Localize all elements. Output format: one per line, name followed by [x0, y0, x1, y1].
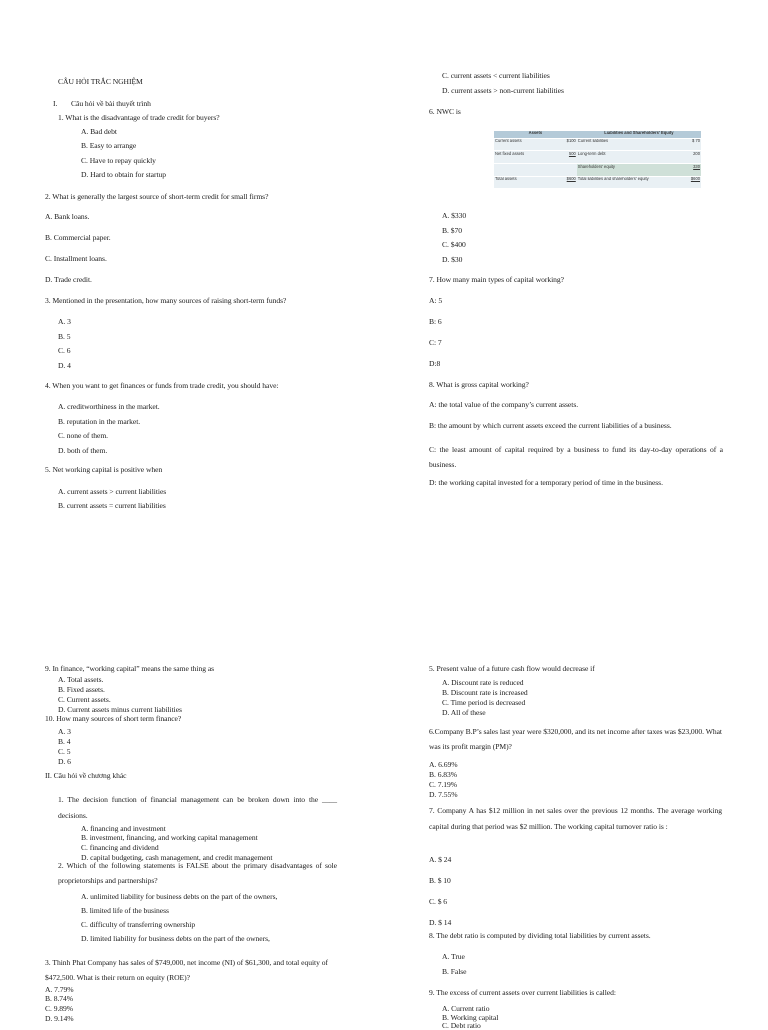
option-9d: D. Current assets minus current liabilities — [58, 705, 182, 714]
question-2: 2. What is generally the largest source of short-term credit for small firms? — [45, 192, 269, 201]
s2-option-9a: A. Current ratio — [442, 1004, 490, 1013]
question-7: 7. How many main types of capital working? — [429, 275, 564, 284]
option-3d: D. 4 — [58, 361, 71, 370]
s2-question-6: 6.Company B.P’s sales last year were $320,000, and its net income after taxes was $23,000. What was its profit margin (PM)? — [429, 727, 722, 751]
option-8c: C: the least amount of capital required by a business to fund its day-to-day operations of a business. — [429, 445, 723, 469]
s2-option-6b: B. 6.83% — [429, 770, 458, 779]
page-title: CÂU HỎI TRẮC NGHIỆM — [58, 77, 143, 86]
bs-cell: $600 — [555, 176, 577, 188]
s2-option-9c: C. Debt ratio — [442, 1021, 481, 1030]
option-10b: B. 4 — [58, 737, 71, 746]
option-7b: B: 6 — [429, 317, 442, 326]
s2-option-6d: D. 7.55% — [429, 790, 458, 799]
s2-option-1c: C. financing and dividend — [81, 843, 159, 852]
s2-option-7d: D. $ 14 — [429, 918, 452, 927]
option-10c: C. 5 — [58, 747, 71, 756]
s2-option-3c: C. 9.89% — [45, 1004, 74, 1013]
option-4c: C. none of them. — [58, 431, 109, 440]
option-7d: D:8 — [429, 359, 441, 368]
bs-cell: 500 — [555, 151, 577, 164]
option-1d: D. Hard to obtain for startup — [81, 170, 167, 179]
s2-option-8b: B. False — [442, 967, 467, 976]
s2-option-1b: B. investment, financing, and working capital management — [81, 833, 258, 842]
s2-option-1a: A. financing and investment — [81, 824, 166, 833]
option-3a: A. 3 — [58, 317, 71, 326]
option-7c: C: 7 — [429, 338, 442, 347]
s2-option-3d: D. 9.14% — [45, 1014, 74, 1023]
s2-option-5c: C. Time period is decreased — [442, 698, 526, 707]
question-10: 10. How many sources of short term finance? — [45, 714, 182, 723]
s2-option-6c: C. 7.19% — [429, 780, 458, 789]
option-3b: B. 5 — [58, 332, 71, 341]
question-5: 5. Net working capital is positive when — [45, 465, 163, 474]
s2-question-7: 7. Company A has $12 million in net sales over the previous 12 months. The average working capital during that period was $2 million. The working capital turnover ratio is : — [429, 806, 722, 831]
option-4b: B. reputation in the market. — [58, 417, 141, 426]
question-4: 4. When you want to get finances or funds from trade credit, you should have: — [45, 381, 279, 390]
s2-question-8: 8. The debt ratio is computed by dividing total liabilities by current assets. — [429, 931, 651, 940]
s2-option-2b: B. limited life of the business — [81, 906, 169, 915]
s2-option-2c: C. difficulty of transferring ownership — [81, 920, 196, 929]
s2-option-1d: D. capital budgeting, cash management, and credit management — [81, 853, 273, 862]
s2-option-3a: A. 7.79% — [45, 985, 74, 994]
option-10a: A. 3 — [58, 727, 71, 736]
option-8a: A: the total value of the company’s current assets. — [429, 400, 579, 409]
bs-cell — [494, 164, 555, 177]
option-2d: D. Trade credit. — [45, 275, 92, 284]
option-5c: C. current assets < current liabilities — [442, 71, 550, 80]
bs-cell — [555, 164, 577, 177]
assets-header: Assets — [494, 131, 577, 138]
bs-cell: Long-term debt — [577, 151, 674, 164]
bs-cell: $100 — [555, 138, 577, 151]
section-number: I. — [53, 99, 58, 108]
option-4d: D. both of them. — [58, 446, 108, 455]
bs-cell: Current liabilities — [577, 138, 674, 151]
option-7a: A: 5 — [429, 296, 443, 305]
bs-cell: Shareholders' equity — [577, 164, 674, 177]
s2-option-6a: A. 6.69% — [429, 760, 458, 769]
option-5a: A. current assets > current liabilities — [58, 487, 167, 496]
s2-option-5b: B. Discount rate is increased — [442, 688, 528, 697]
bs-cell: Net fixed assets — [494, 151, 555, 164]
bs-cell: 330 — [674, 164, 701, 177]
option-3c: C. 6 — [58, 346, 71, 355]
option-5b: B. current assets = current liabilities — [58, 501, 166, 510]
option-9c: C. Current assets. — [58, 695, 111, 704]
s2-question-9: 9. The excess of current assets over current liabilities is called: — [429, 988, 616, 997]
option-6a: A. $330 — [442, 211, 467, 220]
question-1: 1. What is the disadvantage of trade credit for buyers? — [58, 113, 220, 122]
option-1a: A. Bad debt — [81, 127, 117, 136]
s2-question-3: 3. Thinh Phat Company has sales of $749,000, net income (NI) of $61,300, and total equity of $472,500. What is their return on equity (ROE)? — [45, 958, 328, 982]
bs-cell: 200 — [674, 151, 701, 164]
option-2c: C. Installment loans. — [45, 254, 107, 263]
option-2a: A. Bank loans. — [45, 212, 90, 221]
option-9a: A. Total assets. — [58, 675, 104, 684]
liabilities-header: Liabilities and Shareholders' Equity — [577, 131, 701, 138]
option-4a: A. creditworthiness in the market. — [58, 402, 160, 411]
question-8: 8. What is gross capital working? — [429, 380, 529, 389]
option-6b: B. $70 — [442, 226, 462, 235]
bs-cell: $ 70 — [674, 138, 701, 151]
s2-option-9b: B. Working capital — [442, 1013, 499, 1022]
s2-option-7c: C. $ 6 — [429, 897, 448, 906]
s2-question-1: 1. The decision function of financial management can be broken down into the ____ decisions. — [58, 795, 337, 820]
bs-cell: Total assets — [494, 176, 555, 188]
option-5d: D. current assets > non-current liabilities — [442, 86, 564, 95]
bs-cell: $600 — [674, 176, 701, 188]
option-2b: B. Commercial paper. — [45, 233, 111, 242]
option-10d: D. 6 — [58, 757, 71, 766]
option-1c: C. Have to repay quickly — [81, 156, 156, 165]
option-8d: D: the working capital invested for a temporary period of time in the business. — [429, 478, 663, 487]
s2-option-7a: A. $ 24 — [429, 855, 452, 864]
s2-question-2: 2. Which of the following statements is FALSE about the primary disadvantages of sole proprietorships and partnerships? — [58, 861, 337, 885]
option-9b: B. Fixed assets. — [58, 685, 105, 694]
s2-option-2a: A. unlimited liability for business debts on the part of the owners, — [81, 892, 278, 901]
question-6: 6. NWC is — [429, 107, 461, 116]
section-heading: Câu hỏi về bài thuyết trình — [71, 99, 151, 108]
s2-option-5d: D. All of these — [442, 708, 486, 717]
question-9: 9. In finance, “working capital” means the same thing as — [45, 664, 215, 673]
option-8b: B: the amount by which current assets exceed the current liabilities of a business. — [429, 421, 672, 430]
option-6d: D. $30 — [442, 255, 463, 264]
question-3: 3. Mentioned in the presentation, how many sources of raising short-term funds? — [45, 296, 287, 305]
option-1b: B. Easy to arrange — [81, 141, 137, 150]
s2-option-7b: B. $ 10 — [429, 876, 451, 885]
s2-option-2d: D. limited liability for business debts on the part of the owners, — [81, 934, 270, 943]
balance-sheet-table — [494, 131, 701, 188]
document-page-2 — [0, 512, 768, 1030]
bs-cell: Total liabilities and shareholders' equity — [577, 176, 674, 188]
s2-question-5: 5. Present value of a future cash flow would decrease if — [429, 664, 595, 673]
s2-option-8a: A. True — [442, 952, 465, 961]
s2-option-5a: A. Discount rate is reduced — [442, 678, 524, 687]
section-2-heading: II. Câu hỏi về chương khác — [45, 771, 127, 780]
document-page-1 — [0, 0, 768, 512]
bs-cell: Current assets — [494, 138, 555, 151]
s2-option-3b: B. 8.74% — [45, 994, 74, 1003]
option-6c: C. $400 — [442, 240, 466, 249]
